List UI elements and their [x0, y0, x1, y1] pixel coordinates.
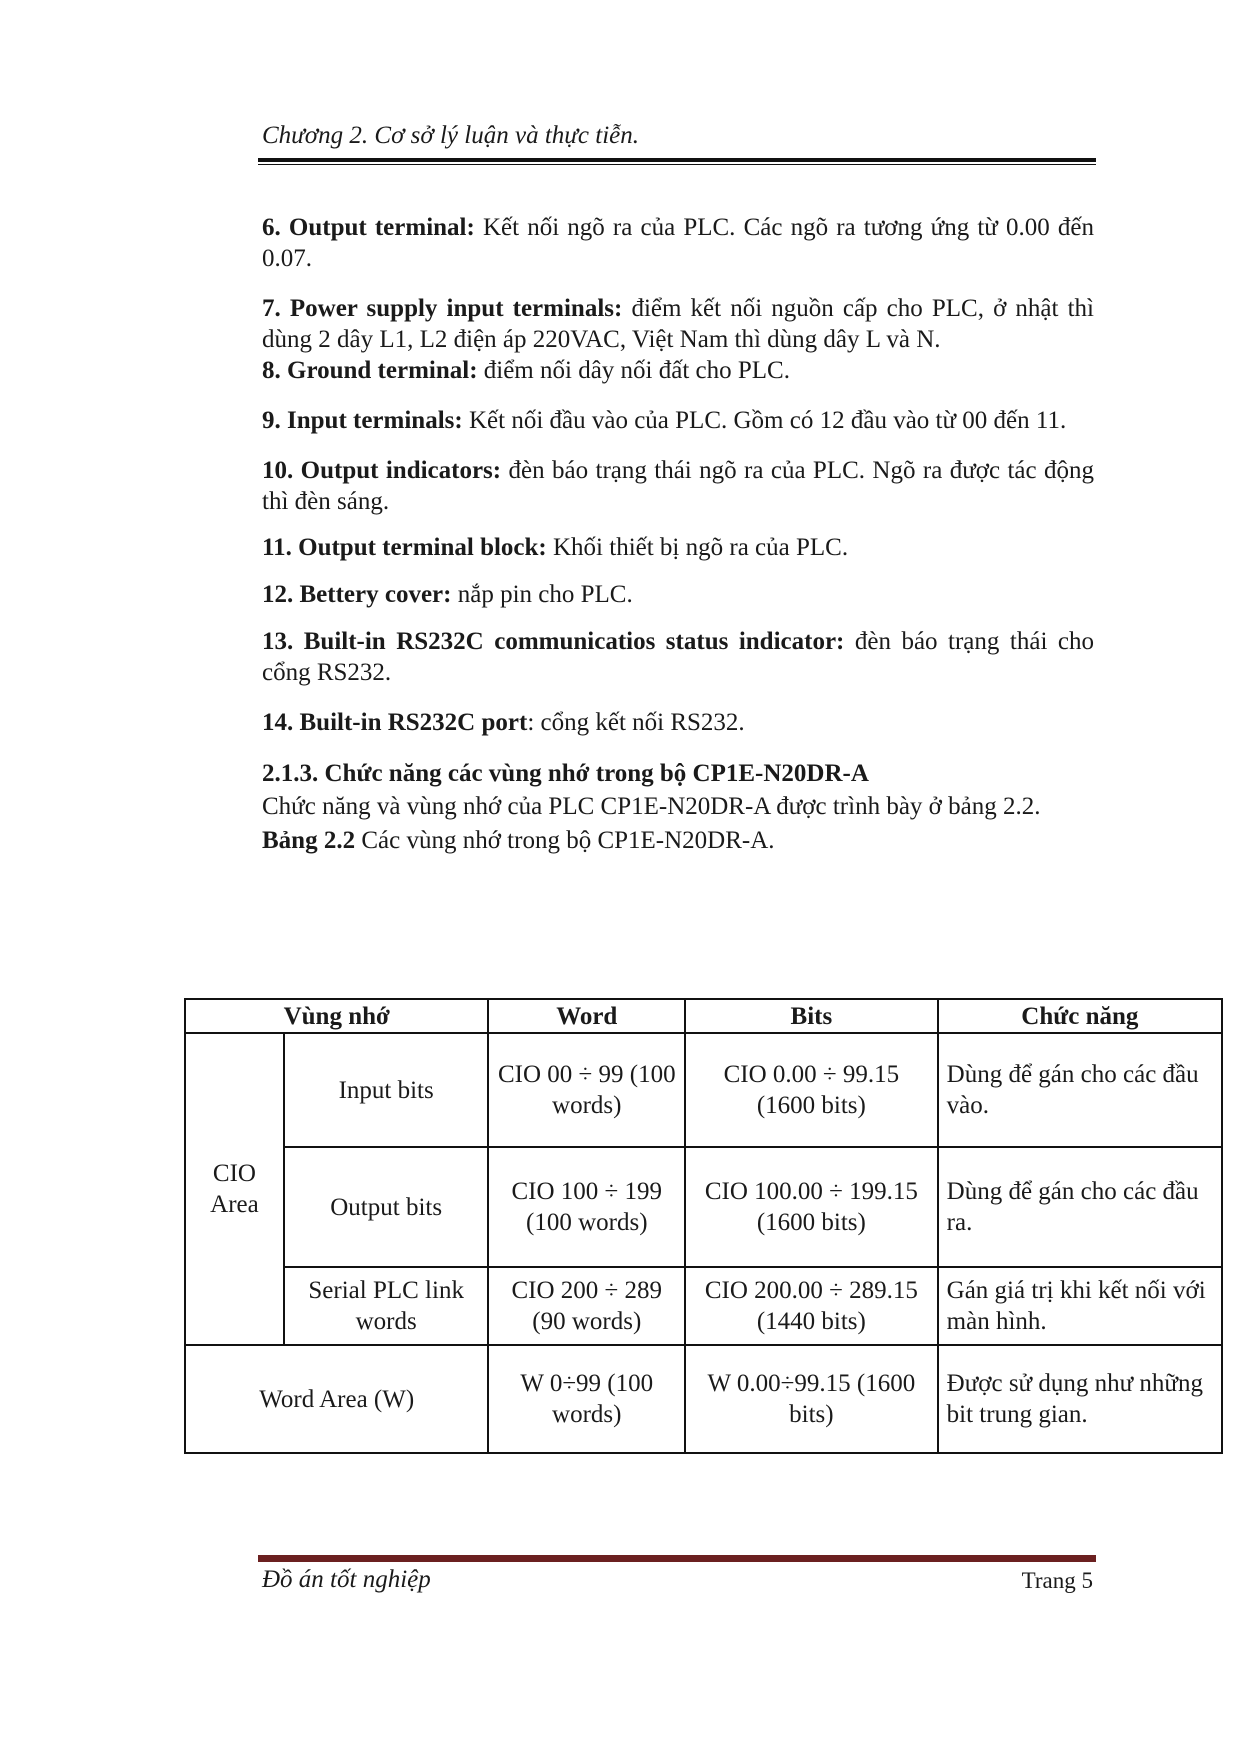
page-number: Trang 5	[1021, 1568, 1093, 1593]
col-header-area: Vùng nhớ	[185, 999, 488, 1033]
item-9: 9. Input terminals: Kết nối đầu vào của PLC. Gồm có 12 đầu vào từ 00 đến 11.	[262, 407, 1067, 434]
row-name: Serial PLC link words	[284, 1267, 489, 1345]
row-function: Được sử dụng như những bit trung gian.	[938, 1345, 1222, 1453]
row-bits: CIO 100.00 ÷ 199.15 (1600 bits)	[685, 1147, 938, 1267]
item-8: 8. Ground terminal: điểm nối dây nối đất cho PLC.	[262, 357, 790, 384]
row-word: CIO 100 ÷ 199 (100 words)	[488, 1147, 685, 1267]
item-6: 6. Output terminal: Kết nối ngõ ra của PLC. Các ngõ ra tương ứng từ 0.00 đến 0.07.	[262, 214, 1094, 272]
item-7: 7. Power supply input terminals: điểm kết nối nguồn cấp cho PLC, ở nhật thì dùng 2 dây L1, L2 điện áp 220VAC, Việt Nam thì dùng dây L và N.	[262, 295, 1094, 353]
item-10: 10. Output indicators: đèn báo trạng thái ngõ ra của PLC. Ngõ ra được tác động thì đèn sáng.	[262, 457, 1094, 515]
header-rule	[258, 158, 1096, 162]
cio-area-cell: CIO Area	[185, 1033, 284, 1345]
table-row	[185, 1033, 1222, 1147]
row-function: Dùng để gán cho các đầu ra.	[938, 1147, 1222, 1267]
row-word: W 0÷99 (100 words)	[488, 1345, 685, 1453]
item-11: 11. Output terminal block: Khối thiết bị ngõ ra của PLC.	[262, 534, 849, 561]
row-function: Gán giá trị khi kết nối với màn hình.	[938, 1267, 1222, 1345]
memory-table	[184, 998, 1223, 1454]
col-header-bits: Bits	[685, 999, 938, 1033]
page-header-title: Chương 2. Cơ sở lý luận và thực tiễn.	[262, 122, 639, 149]
row-function: Dùng để gán cho các đầu vào.	[938, 1033, 1222, 1147]
row-name: Input bits	[284, 1033, 489, 1147]
table-row	[185, 1267, 1222, 1345]
row-bits: CIO 0.00 ÷ 99.15 (1600 bits)	[685, 1033, 938, 1147]
word-area-cell: Word Area (W)	[185, 1345, 488, 1453]
col-header-function: Chức năng	[938, 999, 1222, 1033]
item-12: 12. Bettery cover: nắp pin cho PLC.	[262, 581, 633, 608]
row-bits: W 0.00÷99.15 (1600 bits)	[685, 1345, 938, 1453]
footer-rule	[258, 1555, 1096, 1562]
row-bits: CIO 200.00 ÷ 289.15 (1440 bits)	[685, 1267, 938, 1345]
row-name: Output bits	[284, 1147, 489, 1267]
table-row	[185, 1345, 1222, 1453]
header-rule-thin	[258, 164, 1096, 165]
footer-title: Đồ án tốt nghiệp	[262, 1566, 431, 1593]
item-13: 13. Built-in RS232C communicatios status indicator: đèn báo trạng thái cho cổng RS232.	[262, 628, 1094, 686]
content	[262, 212, 1094, 856]
item-14: 14. Built-in RS232C port: cổng kết nối RS232.	[262, 709, 745, 736]
table-header-row	[185, 999, 1222, 1033]
section-intro: Chức năng và vùng nhớ của PLC CP1E-N20DR-A được trình bày ở bảng 2.2.	[262, 793, 1041, 820]
section-heading: 2.1.3. Chức năng các vùng nhớ trong bộ CP1E-N20DR-A	[262, 760, 869, 787]
table-caption: Bảng 2.2 Các vùng nhớ trong bộ CP1E-N20DR-A.	[262, 827, 775, 854]
table-row	[185, 1147, 1222, 1267]
row-word: CIO 200 ÷ 289 (90 words)	[488, 1267, 685, 1345]
row-word: CIO 00 ÷ 99 (100 words)	[488, 1033, 685, 1147]
col-header-word: Word	[488, 999, 685, 1033]
